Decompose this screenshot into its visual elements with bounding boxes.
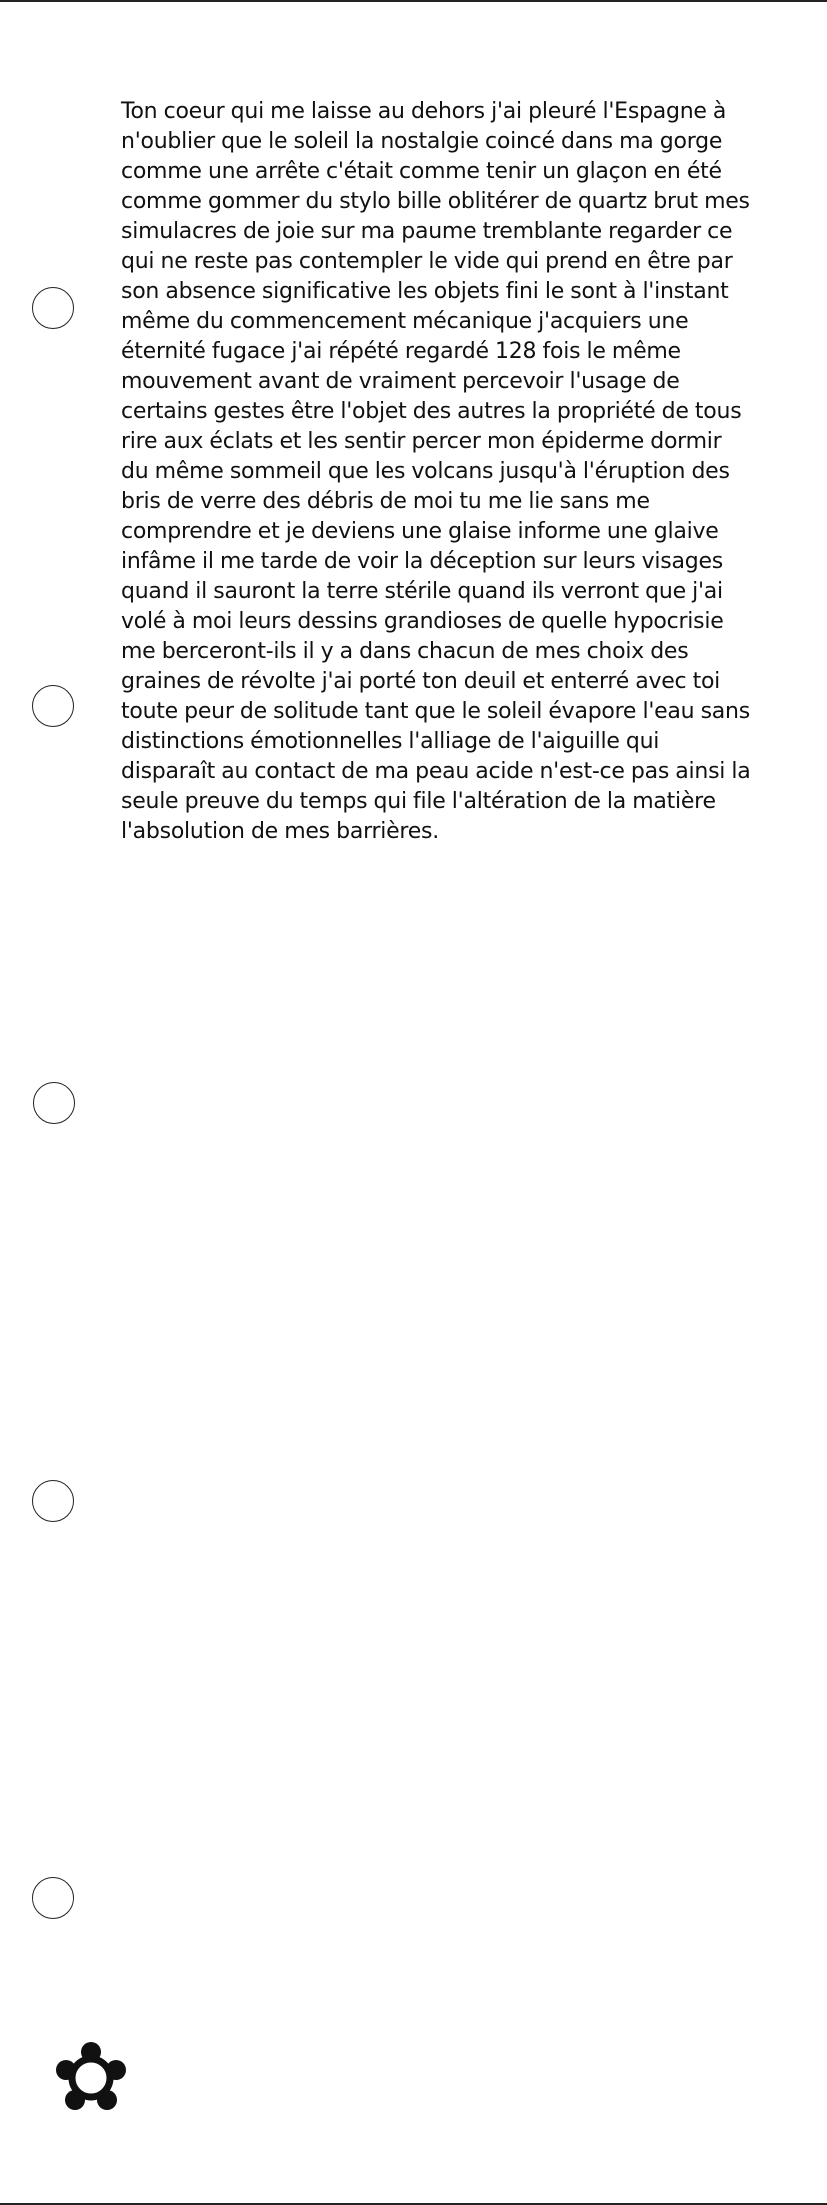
top-border-rule [0,0,827,2]
binder-hole-icon [33,1082,75,1124]
flower-ring-logo-icon [55,2040,127,2112]
binder-hole-icon [32,1877,74,1919]
binder-hole-icon [32,685,74,727]
binder-hole-icon [32,1480,74,1522]
binder-hole-icon [32,287,74,329]
poem-text: Ton coeur qui me laisse au dehors j'ai pleuré l'Espagne à n'oublier que le soleil la nostalgie coincé dans ma gorge comme une arrête c'était comme tenir un glaçon en été comme gommer du stylo bille oblitérer de quartz brut mes simulacres de joie sur ma paume tremblante regarder ce qui ne reste pas contempler le vide qui prend en être par son absence significative les objets fini le sont à l'instant même du commencement mécanique j'acquiers une éternité fugace j'ai répété regardé 128 fois le même mouvement avant de vraiment percevoir l'usage de certains gestes être l'objet des autres la propriété de tous rire aux éclats et les sentir percer mon épiderme dormir du même sommeil que les volcans jusqu'à l'éruption des bris de verre des débris de moi tu me lie sans me comprendre et je deviens une glaise informe une glaive infâme il me tarde de voir la déception sur leurs visages quand il sauront la terre stérile quand ils verront que j'ai volé à moi leurs dessins grandioses de quelle hypocrisie me berceront-ils il y a dans chacun de mes choix des graines de révolte j'ai porté ton deuil et enterré avec toi toute peur de solitude tant que le soleil évapore l'eau sans distinctions émotionnelles l'alliage de l'aiguille qui disparaît au contact de ma peau acide n'est-ce pas ainsi la seule preuve du temps qui file l'altération de la matière l'absolution de mes barrières. [121,99,751,844]
